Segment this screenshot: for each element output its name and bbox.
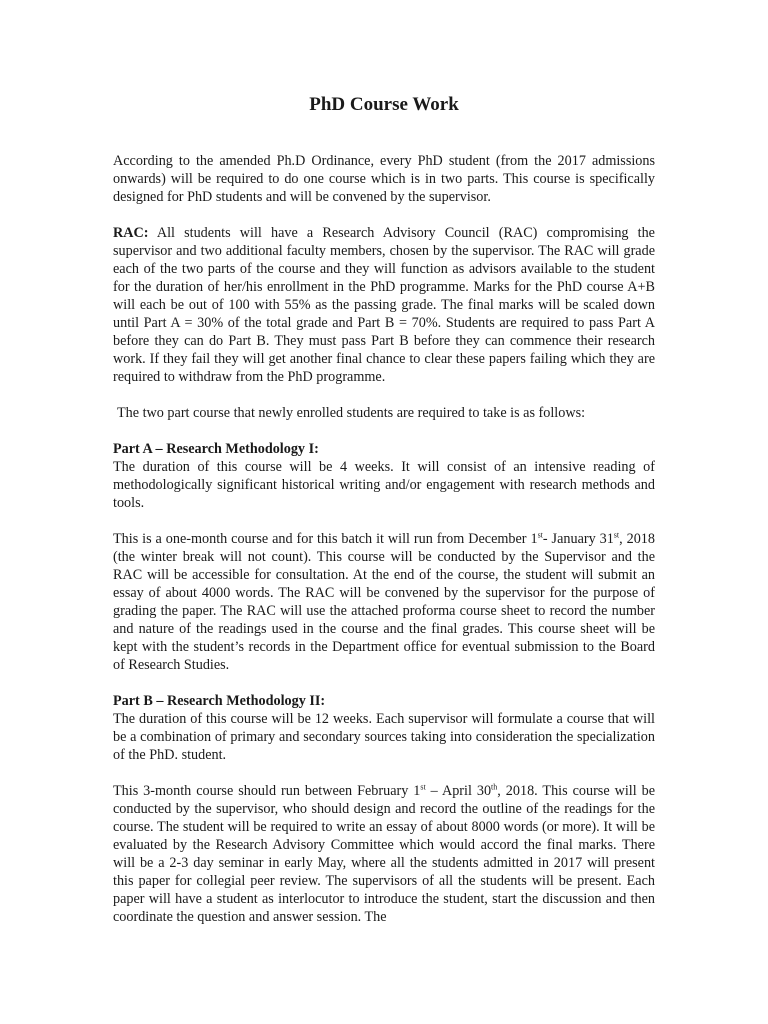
part-a-p2-sup-2: st: [613, 530, 620, 540]
part-b-p2-text-c: , 2018. This course will be conducted by the supervisor, who should design and record the outline of the readings for the course. The student will be required to write an essay of about 8000 words (or more). It will be evaluated by the Research Advisory Committee which would accord the final marks. There will be a 2-3 day seminar in early May, where all the students admitted in 2017 will present this paper for collegial peer review. The supervisors of all the students will be present. Each paper will have a student as interlocutor to introduce the student, start the discussion and then coordinate the question and answer session. The: [113, 783, 655, 925]
part-a-section: [113, 440, 655, 512]
document-body: [113, 152, 655, 944]
part-a-p2-text-a: This is a one-month course and for this batch it will run from December 1: [113, 531, 538, 547]
part-b-paragraph-1: The duration of this course will be 12 weeks. Each supervisor will formulate a course that will be a combination of primary and secondary sources taking into consideration the specialization of the PhD. student.: [113, 711, 655, 763]
rac-label: RAC:: [113, 225, 149, 241]
part-a-p2-sup-1: st: [537, 530, 543, 540]
part-b-section: [113, 692, 655, 764]
part-b-paragraph-2: [113, 782, 655, 926]
rac-paragraph: [113, 224, 655, 386]
part-a-paragraph-2: [113, 530, 655, 674]
part-a-p2-text-c: , 2018 (the winter break will not count). This course will be conducted by the Supervisor and the RAC will be accessible for consultation. At the end of the course, the student will submit an essay of about 4000 words. The RAC will be convened by the supervisor for the purpose of grading the paper. The RAC will use the attached proforma course sheet to record the number and nature of the readings used in the course and the final grades. This course sheet will be kept with the student’s records in the Department office for eventual submission to the Board of Research Studies.: [113, 531, 655, 673]
part-b-p2-sup-2: th: [491, 782, 498, 792]
rac-text: All students will have a Research Advisory Council (RAC) compromising the supervisor and two additional faculty members, chosen by the supervisor. The RAC will grade each of the two parts of the course and they will function as advisors available to the student for the duration of her/his enrollment in the PhD programme. Marks for the PhD course A+B will each be out of 100 with 55% as the passing grade. The final marks will be scaled down until Part A = 30% of the total grade and Part B = 70%. Students are required to pass Part A before they can do Part B. They must pass Part B before they can commence their research work. If they fail they will get another final chance to clear these papers failing which they are required to withdraw from the PhD programme.: [113, 225, 655, 385]
page-title: PhD Course Work: [309, 94, 459, 115]
part-b-p2-text-b: – April 30: [425, 783, 492, 799]
part-a-paragraph-1: The duration of this course will be 4 weeks. It will consist of an intensive reading of methodologically significant historical writing and/or engagement with research methods and tools.: [113, 459, 655, 511]
part-a-p2-text-b: - January 31: [542, 531, 614, 547]
part-a-heading: Part A – Research Methodology I:: [113, 441, 319, 457]
two-part-paragraph: The two part course that newly enrolled students are required to take is as follows:: [117, 405, 586, 421]
part-b-p2-text-a: This 3-month course should run between February 1: [113, 783, 421, 799]
part-b-heading: Part B – Research Methodology II:: [113, 693, 326, 709]
part-b-p2-sup-1: st: [420, 782, 426, 792]
intro-paragraph: According to the amended Ph.D Ordinance, every PhD student (from the 2017 admissions onwards) will be required to do one course which is in two parts. This course is specifically designed for PhD students and will be convened by the supervisor.: [113, 153, 655, 205]
